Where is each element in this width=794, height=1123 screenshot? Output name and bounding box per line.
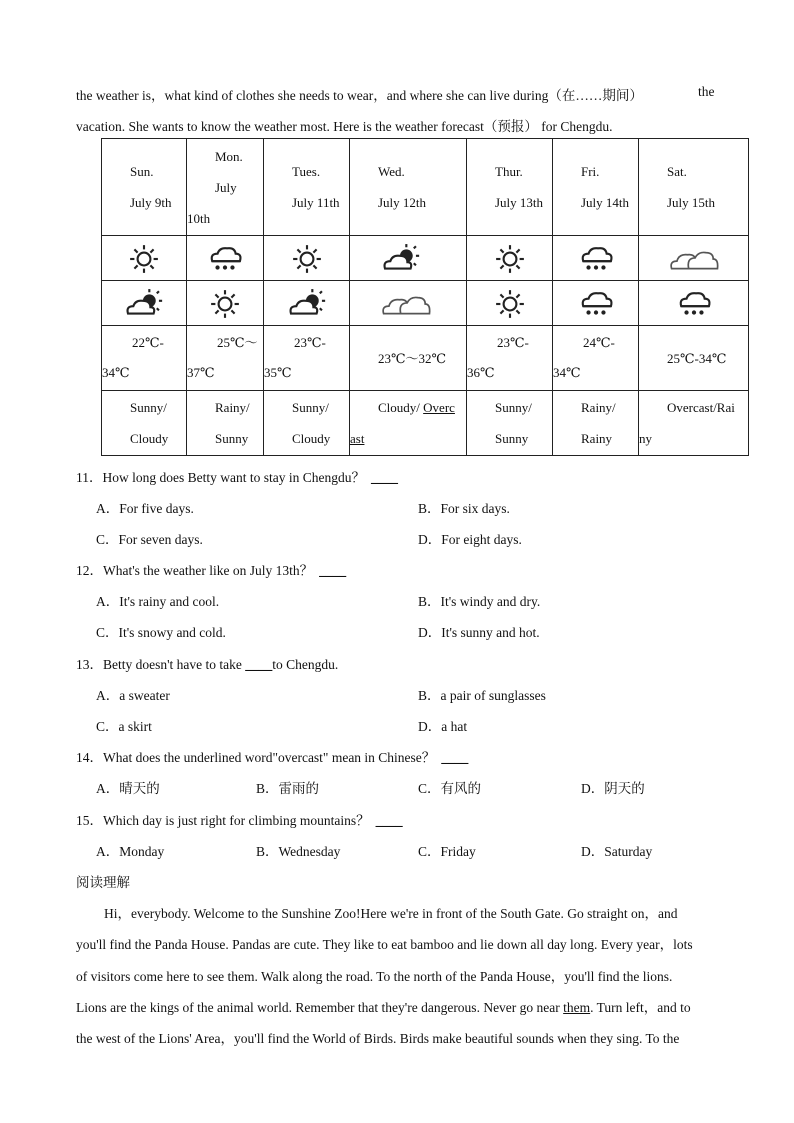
temp-cell xyxy=(187,326,264,391)
question-stem: 11．How long does Betty want to stay in Chengdu？ xyxy=(76,470,365,485)
forecast-day-cell xyxy=(102,139,187,236)
partly-cloudy-icon xyxy=(284,288,330,320)
passage-text: . Turn left，and to xyxy=(590,1000,691,1015)
section-heading: 阅读理解 xyxy=(76,875,130,890)
forecast-day-cell xyxy=(187,139,264,236)
temp-cell xyxy=(350,326,467,391)
underlined-word-overcast-end: ast xyxy=(350,431,365,446)
day-name: Wed. xyxy=(378,164,405,179)
forecast-day-cell xyxy=(264,139,350,236)
temp-low: 34℃ xyxy=(102,365,130,380)
temp-high: 23℃- xyxy=(497,335,529,350)
option-b[interactable]: B．雷雨的 xyxy=(256,781,320,796)
question-14 xyxy=(76,746,468,766)
option-a[interactable]: A．a sweater xyxy=(96,688,170,703)
question-stem: 12．What's the weather like on July 13th？ xyxy=(76,563,314,578)
desc-night: Sunny xyxy=(495,431,529,446)
option-c[interactable]: C．有风的 xyxy=(418,781,482,796)
answer-blank[interactable]: ____ xyxy=(319,563,347,578)
forecast-day-cell xyxy=(553,139,639,236)
sunny-icon xyxy=(121,243,167,275)
intro-line-1 xyxy=(76,84,643,104)
question-15 xyxy=(76,809,403,829)
sunny-icon xyxy=(284,243,330,275)
option-b[interactable]: B．For six days. xyxy=(418,501,510,516)
option-c[interactable]: C．It's snowy and cold. xyxy=(96,625,226,640)
desc-day: Sunny/ xyxy=(130,400,167,415)
desc-day: Rainy/ xyxy=(581,400,616,415)
question-stem: 15．Which day is just right for climbing mountains？ xyxy=(76,813,370,828)
desc-cell xyxy=(553,391,639,456)
sunny-icon xyxy=(487,243,533,275)
underlined-word-overcast: Overc xyxy=(423,400,455,415)
sunny-icon xyxy=(487,288,533,320)
option-c[interactable]: C．Friday xyxy=(418,844,476,859)
desc-night: Cloudy xyxy=(292,431,331,446)
day-date: July xyxy=(215,179,237,195)
forecast-day-cell xyxy=(350,139,467,236)
partly-cloudy-icon xyxy=(121,288,167,320)
temp-cell xyxy=(264,326,350,391)
intro-line-1-text: the weather is，what kind of clothes she needs to wear，and where she can live during（在……期间） xyxy=(76,88,643,103)
day-name: Tues. xyxy=(292,164,321,179)
desc-night: Cloudy xyxy=(130,431,169,446)
desc-cell xyxy=(639,391,749,456)
rain-icon xyxy=(202,243,248,275)
desc-night: Sunny xyxy=(215,431,249,446)
temp-high: 22℃- xyxy=(132,335,164,350)
day-date: July 12th xyxy=(378,195,427,210)
day-name: Thur. xyxy=(495,164,523,179)
day-date: July 13th xyxy=(495,195,544,210)
option-b[interactable]: B．Wednesday xyxy=(256,844,341,859)
rain-icon xyxy=(573,243,619,275)
option-d[interactable]: D．a hat xyxy=(418,719,468,734)
desc-night: Rainy xyxy=(581,431,613,446)
desc-day: Sunny/ xyxy=(292,400,329,415)
option-a[interactable]: A．It's rainy and cool. xyxy=(96,594,220,609)
answer-blank[interactable]: ____ xyxy=(370,470,398,485)
desc-cell xyxy=(264,391,350,456)
desc-night: ny xyxy=(639,431,652,446)
passage-line-4 xyxy=(76,996,691,1016)
partly-cloudy-icon xyxy=(378,243,424,275)
forecast-desc-row xyxy=(102,391,749,456)
passage-line-2: you'll find the Panda House. Pandas are cute. They like to eat bamboo and lie down all day long. Every year，lots xyxy=(76,937,693,952)
underlined-word-them: them xyxy=(563,1000,591,1015)
option-b[interactable]: B．a pair of sunglasses xyxy=(418,688,546,703)
answer-blank[interactable]: ____ xyxy=(375,813,403,828)
question-11 xyxy=(76,466,398,486)
option-a[interactable]: A．Monday xyxy=(96,844,165,859)
temp-cell xyxy=(553,326,639,391)
passage-line-5: the west of the Lions' Area，you'll find the World of Birds. Birds make beautiful sounds when they sing. To the xyxy=(76,1031,680,1046)
temp-cell xyxy=(467,326,553,391)
temp-low: 35℃ xyxy=(264,365,292,380)
answer-blank[interactable]: ____ xyxy=(245,657,273,672)
desc-cell xyxy=(187,391,264,456)
desc-cell xyxy=(467,391,553,456)
desc-day: Overcast/Rai xyxy=(667,400,735,415)
forecast-header-row xyxy=(102,139,749,236)
temp-high: 25℃～ xyxy=(217,335,258,350)
option-a[interactable]: A．For five days. xyxy=(96,501,194,516)
option-b[interactable]: B．It's windy and dry. xyxy=(418,594,541,609)
question-stem-end: to Chengdu. xyxy=(272,657,339,672)
temp-range: 23℃～32℃ xyxy=(378,350,447,366)
forecast-day-cell xyxy=(639,139,749,236)
option-d[interactable]: D．Saturday xyxy=(581,844,653,859)
sunny-icon xyxy=(202,288,248,320)
forecast-day-icon-row xyxy=(102,236,749,281)
forecast-temp-row xyxy=(102,326,749,391)
day-date: July 11th xyxy=(292,195,340,210)
passage-line-3: of visitors come here to see them. Walk along the road. To the north of the Panda House，you'll find the lions. xyxy=(76,969,673,984)
temp-cell xyxy=(102,326,187,391)
rain-icon xyxy=(573,288,619,320)
day-name: Mon. xyxy=(215,148,243,164)
rain-icon xyxy=(671,288,717,320)
desc-cell xyxy=(102,391,187,456)
desc-cell xyxy=(350,391,467,456)
day-date-wrap: 10th xyxy=(187,210,211,226)
question-stem: 13．Betty doesn't have to take xyxy=(76,657,246,672)
desc-day: Sunny/ xyxy=(495,400,532,415)
day-name: Sat. xyxy=(667,164,687,179)
temp-high: 23℃- xyxy=(294,335,326,350)
temp-low: 37℃ xyxy=(187,365,215,380)
desc-day: Rainy/ xyxy=(215,400,250,415)
weather-forecast-table xyxy=(101,138,749,456)
answer-blank[interactable]: ____ xyxy=(441,750,469,765)
option-a[interactable]: A．晴天的 xyxy=(96,781,160,796)
temp-low: 36℃ xyxy=(467,365,495,380)
day-date: July 15th xyxy=(667,195,716,210)
temp-low: 34℃ xyxy=(553,365,581,380)
question-13 xyxy=(76,653,338,673)
question-stem: 14．What does the underlined word"overcast" mean in Chinese？ xyxy=(76,750,436,765)
day-date: July 14th xyxy=(581,195,630,210)
option-c[interactable]: C．a skirt xyxy=(96,719,152,734)
desc-day: Cloudy/ xyxy=(378,400,424,415)
intro-line-2: vacation. She wants to know the weather most. Here is the weather forecast（预报） for Chengdu. xyxy=(76,119,613,134)
forecast-day-cell xyxy=(467,139,553,236)
option-d[interactable]: D．It's sunny and hot. xyxy=(418,625,540,640)
overcast-icon xyxy=(666,243,722,275)
passage-text: Lions are the kings of the animal world. Remember that they're dangerous. Never go near xyxy=(76,1000,564,1015)
overcast-icon xyxy=(378,288,434,320)
temp-cell xyxy=(639,326,749,391)
forecast-night-icon-row xyxy=(102,281,749,326)
option-c[interactable]: C．For seven days. xyxy=(96,532,203,547)
question-12 xyxy=(76,559,346,579)
option-d[interactable]: D．阴天的 xyxy=(581,781,645,796)
temp-range: 25℃-34℃ xyxy=(667,350,727,366)
intro-line-1-end: the xyxy=(698,84,715,99)
option-d[interactable]: D．For eight days. xyxy=(418,532,522,547)
temp-high: 24℃- xyxy=(583,335,615,350)
passage-line-1: Hi，everybody. Welcome to the Sunshine Zoo!Here we're in front of the South Gate. Go straight on，and xyxy=(104,906,678,921)
day-date: July 9th xyxy=(130,195,172,210)
day-name: Sun. xyxy=(130,164,154,179)
day-name: Fri. xyxy=(581,164,600,179)
